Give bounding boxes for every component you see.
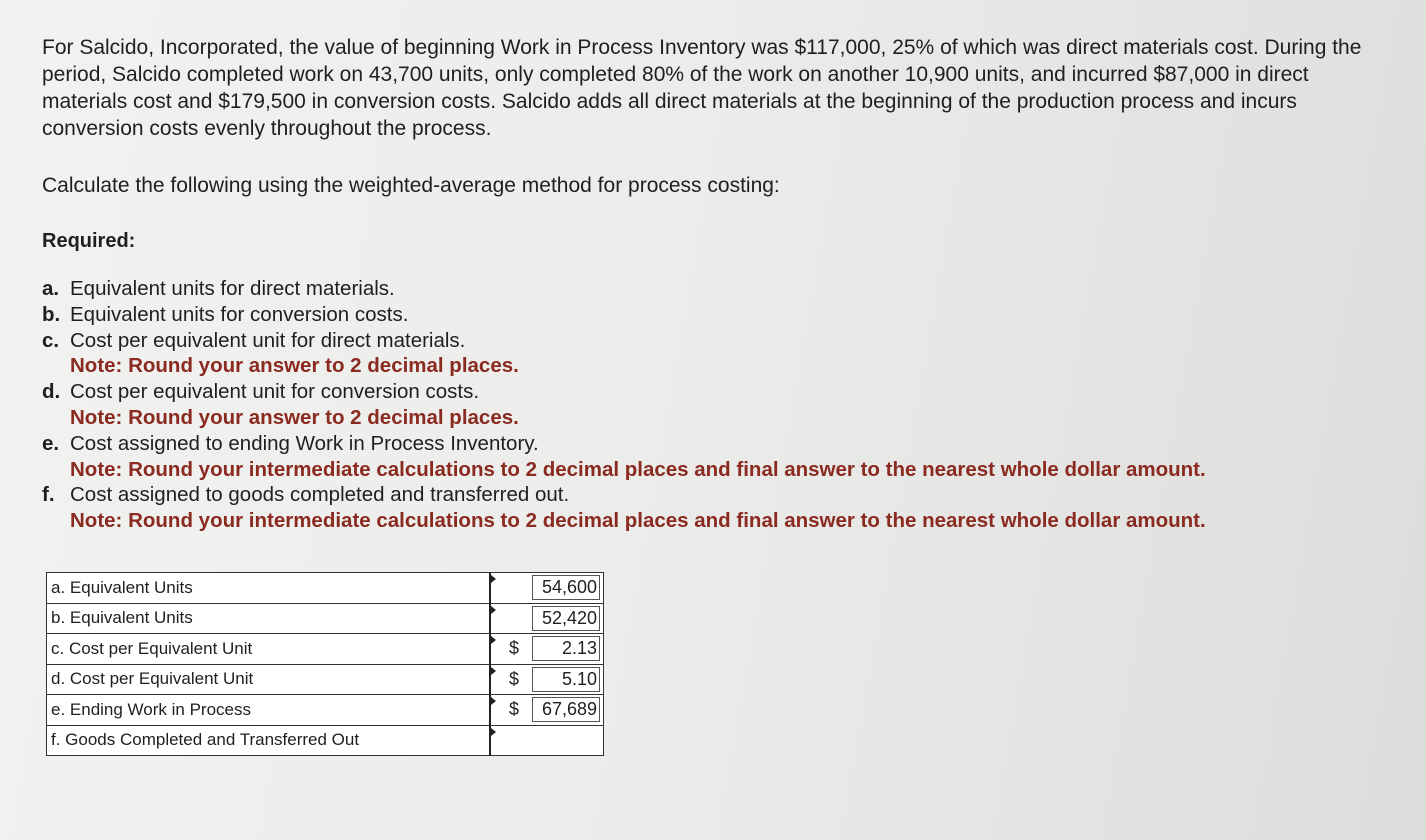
requirement-letter: c. xyxy=(42,328,60,352)
requirement-text: Equivalent units for conversion costs. xyxy=(70,302,409,326)
answer-cell-b[interactable] xyxy=(490,603,604,634)
answer-label: f. Goods Completed and Transferred Out xyxy=(47,725,491,756)
answer-row-a xyxy=(47,573,604,604)
requirement-item-f xyxy=(42,482,1206,534)
requirement-text: Equivalent units for direct materials. xyxy=(70,277,395,300)
requirement-note: Note: Round your answer to 2 decimal places. xyxy=(70,354,519,378)
answer-input-c[interactable]: 2.13 xyxy=(532,636,600,661)
requirements-list xyxy=(42,276,1206,534)
answer-input-b[interactable]: 52,420 xyxy=(532,606,600,631)
requirement-text: Cost assigned to ending Work in Process Inventory. xyxy=(70,431,539,455)
requirement-letter: f. xyxy=(42,483,55,507)
answer-row-f xyxy=(47,725,604,756)
answer-input-a[interactable]: 54,600 xyxy=(532,575,600,600)
requirement-item-a xyxy=(42,276,1206,302)
requirement-text: Cost per equivalent unit for direct materials. xyxy=(70,328,466,352)
requirement-note: Note: Round your intermediate calculations to 2 decimal places and final answer to the nearest whole dollar amount. xyxy=(70,509,1206,533)
answer-cell-e[interactable] xyxy=(490,695,604,726)
requirement-text: Cost assigned to goods completed and transferred out. xyxy=(70,483,570,507)
answer-label: d. Cost per Equivalent Unit xyxy=(47,664,491,695)
requirement-item-d xyxy=(42,379,1206,431)
problem-text: For Salcido, Incorporated, the value of beginning Work in Process Inventory was $117,000, 25% of which was direct materials cost. During the period, Salcido completed work on 43,700 units, only completed 80% of the work on another 10,900 units, and incurred $87,000 in direct materials cost and $179,500 in conversion costs. Salcido adds all direct materials at the beginning of the production process and incurs conversion costs evenly throughout the process. xyxy=(42,36,1362,140)
instruction-text: Calculate the following using the weighted-average method for process costing: xyxy=(42,174,780,197)
requirement-item-e xyxy=(42,431,1206,483)
requirement-text: Cost per equivalent unit for conversion costs. xyxy=(70,380,480,404)
answer-label: e. Ending Work in Process xyxy=(47,695,491,726)
requirement-note: Note: Round your intermediate calculations to 2 decimal places and final answer to the nearest whole dollar amount. xyxy=(70,457,1206,481)
required-heading: Required: xyxy=(42,230,136,252)
answer-input-e[interactable]: 67,689 xyxy=(532,697,600,722)
answer-cell-d[interactable] xyxy=(490,664,604,695)
answer-label: b. Equivalent Units xyxy=(47,603,491,634)
requirement-item-c xyxy=(42,328,1206,380)
answer-row-c xyxy=(47,634,604,665)
requirement-item-b xyxy=(42,302,1206,328)
requirement-letter: a. xyxy=(42,277,60,300)
currency-symbol: $ xyxy=(509,668,520,689)
answer-label: a. Equivalent Units xyxy=(47,573,491,604)
requirement-letter: d. xyxy=(42,380,61,404)
answer-row-e xyxy=(47,695,604,726)
answer-row-d xyxy=(47,664,604,695)
answer-input-d[interactable]: 5.10 xyxy=(532,667,600,692)
answer-row-b xyxy=(47,603,604,634)
requirement-letter: e. xyxy=(42,431,60,455)
answer-cell-c[interactable] xyxy=(490,634,604,665)
answer-label: c. Cost per Equivalent Unit xyxy=(47,634,491,665)
problem-statement xyxy=(42,34,1382,142)
requirement-note: Note: Round your answer to 2 decimal places. xyxy=(70,405,519,429)
answer-cell-a[interactable] xyxy=(490,573,604,604)
currency-symbol: $ xyxy=(509,638,520,659)
requirement-letter: b. xyxy=(42,302,61,326)
currency-symbol: $ xyxy=(509,699,520,720)
answer-table xyxy=(46,572,604,756)
answer-cell-f[interactable] xyxy=(490,725,604,756)
